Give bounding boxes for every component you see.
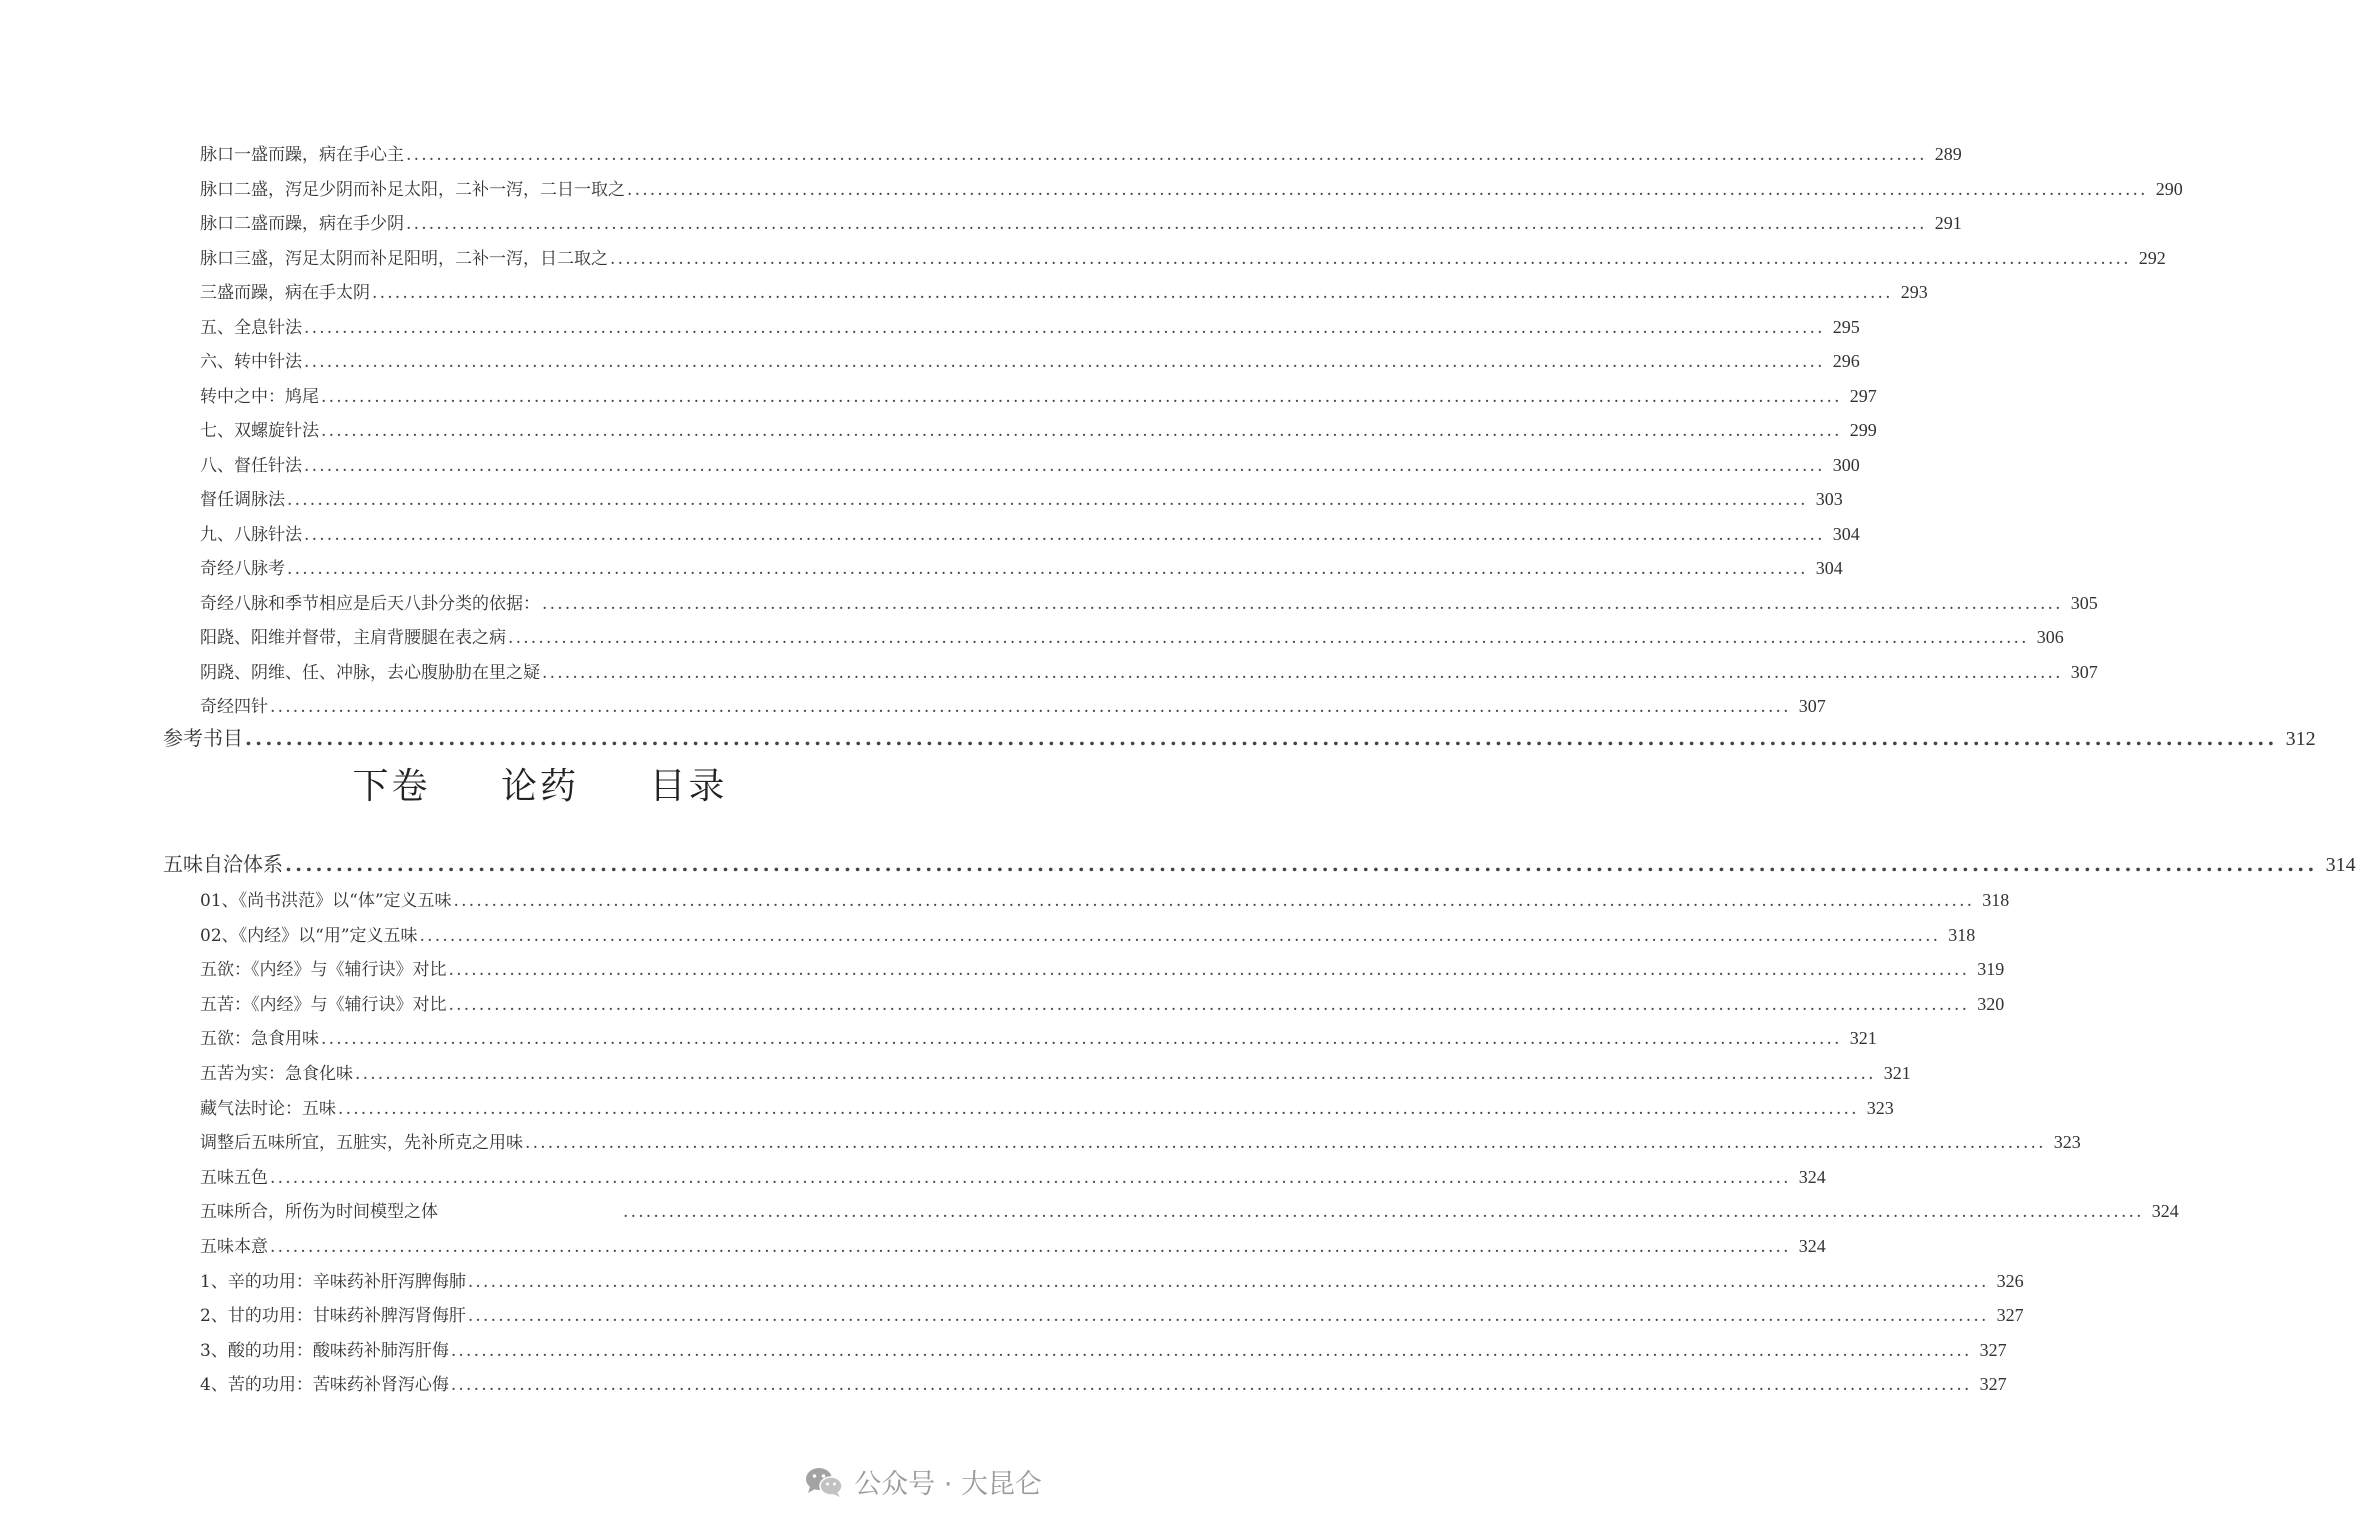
toc-entry-title: 七、双螺旋针法 [200, 421, 319, 441]
toc-leader-dots: ........................................................................................................................................................................................................ [338, 1099, 1859, 1119]
toc-entry [200, 313, 1860, 339]
heading-part-2: 论药 [500, 766, 579, 807]
toc-entry-page: 319 [1977, 959, 2005, 979]
toc-entry-page: 321 [1849, 1028, 1877, 1048]
toc-entry-page: 306 [2036, 627, 2064, 647]
toc-entry [200, 1370, 2007, 1396]
toc-entry-title: 六、转中针法 [200, 352, 302, 372]
toc-entry-title: 八、督任针法 [200, 456, 302, 476]
toc-entry [200, 658, 2098, 684]
section-heading [0, 758, 1080, 809]
toc-entry [200, 1232, 1826, 1258]
toc-entry [200, 244, 2166, 270]
toc-leader-dots: ........................................................................................................................................................................................................ [321, 1029, 1842, 1049]
heading-part-3: 目录 [649, 766, 728, 807]
toc-entry-title: 五味本意 [200, 1237, 268, 1257]
toc-entry-page: 324 [1798, 1167, 1826, 1187]
toc-entry-title: 阴跷、阴维、任、冲脉，去心腹胁肋在里之疑 [200, 663, 540, 683]
toc-entry-title: 督任调脉法 [200, 490, 285, 510]
toc-entry [200, 589, 2098, 615]
toc-leader-dots: ........................................................................................................................................................................................................ [467, 1306, 1989, 1326]
toc-entry-title: 九、八脉针法 [200, 525, 302, 545]
toc-leader-dots: ........................................................................................................................................................................................................ [304, 352, 1825, 372]
toc-leader-dots: ........................................................................................................................................................................................................ [304, 318, 1825, 338]
toc-leader-dots: ........................................................................................................................................................................................................ [355, 1064, 1876, 1084]
toc-entry-title: 五欲：急食用味 [200, 1029, 319, 1049]
toc-leader-dots: ........................................................................................................................................................................................................ [321, 387, 1842, 407]
toc-entry [200, 1128, 2081, 1154]
toc-entry-page: 327 [1979, 1340, 2007, 1360]
toc-entry [200, 1059, 1911, 1085]
toc-entry-page: 323 [1866, 1098, 1894, 1118]
toc-entry-page: 304 [1815, 558, 1843, 578]
toc-leader-dots: ........................................................................................................................................................................................................ [623, 1202, 2144, 1222]
toc-entry [200, 955, 2005, 981]
toc-entry-title: 1、辛的功用：辛味药补肝泻脾侮肺 [200, 1272, 466, 1292]
toc-entry-page: 326 [1996, 1271, 2024, 1291]
toc-entry [163, 848, 2356, 878]
toc-entry-title: 奇经八脉和季节相应是后天八卦分类的依据： [200, 594, 540, 614]
toc-entry [200, 520, 1860, 546]
toc-leader-dots: ........................................................................................................................................................................................................ [450, 1341, 1972, 1361]
toc-entry-title: 转中之中：鸠尾 [200, 387, 319, 407]
toc-leader-dots: ........................................................................................................................................................................................................ [542, 663, 2063, 683]
toc-entry-title: 01、《尚书洪范》以“体”定义五味 [200, 891, 452, 911]
toc-entry-page: 324 [2151, 1201, 2179, 1221]
toc-entry-page: 324 [1798, 1236, 1826, 1256]
toc-entry [200, 1301, 2024, 1327]
toc-leader-dots: ........................................................................................................................................................................................................ [321, 421, 1842, 441]
toc-leader-dots: ........................................................................................................................................................................................................ [419, 926, 1941, 946]
toc-entry-title: 调整后五味所宜，五脏实，先补所克之用味 [200, 1133, 523, 1153]
heading-part-1: 下卷 [352, 766, 431, 807]
toc-entry-page: 323 [2053, 1132, 2081, 1152]
toc-entry-page: 327 [1979, 1374, 2007, 1394]
toc-leader-dots: ........................................................................................................................................................................................................ [627, 180, 2148, 200]
toc-entry [200, 886, 2010, 912]
toc-entry-title: 五味五色 [200, 1168, 268, 1188]
toc-entry-title: 五欲：《内经》与《辅行诀》对比 [200, 960, 447, 980]
toc-entry [200, 1024, 1877, 1050]
toc-entry-page: 297 [1849, 386, 1877, 406]
toc-entry-title: 五味所合，所伤为时间模型之体 [200, 1202, 438, 1222]
toc-leader-dots: ........................................................................................................................................................................................................ [525, 1133, 2046, 1153]
toc-entry [200, 990, 2005, 1016]
toc-entry-page: 289 [1934, 144, 1962, 164]
toc-leader-dots: ........................................................................................................................................................................................................ [285, 852, 2318, 876]
toc-leader-dots: ........................................................................................................................................................................................................ [542, 594, 2063, 614]
toc-leader-dots: ........................................................................................................................................................................................................ [245, 726, 2278, 750]
toc-entry-title: 三盛而躁，病在手太阴 [200, 283, 370, 303]
toc-leader-dots: ........................................................................................................................................................................................................ [450, 1375, 1972, 1395]
toc-entry-title: 02、《内经》以“用”定义五味 [200, 926, 418, 946]
toc-entry-page: 327 [1996, 1305, 2024, 1325]
toc-leader-dots: ........................................................................................................................................................................................................ [270, 1168, 1791, 1188]
toc-entry-title: 五苦：《内经》与《辅行诀》对比 [200, 995, 447, 1015]
toc-leader-dots: ........................................................................................................................................................................................................ [287, 490, 1808, 510]
toc-entry-page: 307 [2070, 662, 2098, 682]
toc-entry [200, 451, 1860, 477]
toc-entry-title: 脉口二盛而躁，病在手少阴 [200, 214, 404, 234]
toc-entry-page: 321 [1883, 1063, 1911, 1083]
toc-entry [200, 347, 1860, 373]
toc-entry-page: 312 [2285, 728, 2316, 750]
toc-entry-title: 五、全息针法 [200, 318, 302, 338]
toc-leader-dots: ........................................................................................................................................................................................................ [304, 525, 1825, 545]
wechat-icon [804, 1465, 844, 1499]
toc-entry [200, 140, 1962, 166]
toc-leader-dots: ........................................................................................................................................................................................................ [372, 283, 1893, 303]
toc-entry-page: 290 [2155, 179, 2183, 199]
toc-entry-title: 藏气法时论：五味 [200, 1099, 336, 1119]
toc-leader-dots: ........................................................................................................................................................................................................ [610, 249, 2131, 269]
toc-entry-title: 2、甘的功用：甘味药补脾泻肾侮肝 [200, 1306, 466, 1326]
toc-entry [200, 692, 1826, 718]
watermark-text: 公众号 · 大昆仑 [854, 1469, 1042, 1500]
toc-entry [200, 1163, 1826, 1189]
toc-entry-page: 293 [1900, 282, 1928, 302]
toc-leader-dots: ........................................................................................................................................................................................................ [270, 1237, 1791, 1257]
toc-entry-page: 314 [2325, 854, 2356, 876]
toc-entry-page: 296 [1832, 351, 1860, 371]
toc-entry-page: 299 [1849, 420, 1877, 440]
toc-entry-title: 奇经八脉考 [200, 559, 285, 579]
toc-entry-page: 320 [1977, 994, 2005, 1014]
toc-entry-page: 318 [1982, 890, 2010, 910]
watermark [804, 1462, 1042, 1501]
toc-entry-title: 参考书目 [163, 726, 243, 750]
toc-entry [200, 1197, 2179, 1223]
toc-entry-title: 五味自洽体系 [163, 852, 283, 876]
toc-entry [200, 278, 1928, 304]
toc-entry-page: 300 [1832, 455, 1860, 475]
toc-leader-dots: ........................................................................................................................................................................................................ [304, 456, 1825, 476]
toc-leader-dots: ........................................................................................................................................................................................................ [508, 628, 2029, 648]
toc-entry [200, 1094, 1894, 1120]
toc-entry-title: 五苦为实：急食化味 [200, 1064, 353, 1084]
toc-entry [200, 209, 1962, 235]
toc-entry [200, 175, 2183, 201]
toc-entry-title: 脉口三盛，泻足太阴而补足阳明，二补一泻，日二取之 [200, 249, 608, 269]
toc-entry [200, 921, 1976, 947]
toc-entry-title: 阳跷、阳维并督带，主肩背腰腿在表之病 [200, 628, 506, 648]
toc-entry [200, 1336, 2007, 1362]
toc-entry [200, 1267, 2024, 1293]
toc-entry [200, 485, 1843, 511]
toc-entry-page: 295 [1832, 317, 1860, 337]
toc-entry-title: 奇经四针 [200, 697, 268, 717]
toc-leader-dots: ........................................................................................................................................................................................................ [448, 960, 1970, 980]
toc-entry-page: 304 [1832, 524, 1860, 544]
toc-entry-title: 脉口一盛而躁，病在手心主 [200, 145, 404, 165]
toc-leader-dots: ........................................................................................................................................................................................................ [287, 559, 1808, 579]
toc-leader-dots: ........................................................................................................................................................................................................ [453, 891, 1975, 911]
toc-entry-page: 318 [1948, 925, 1976, 945]
toc-leader-dots: ........................................................................................................................................................................................................ [467, 1272, 1989, 1292]
toc-entry [200, 554, 1843, 580]
toc-leader-dots: ........................................................................................................................................................................................................ [406, 145, 1927, 165]
toc-entry-title: 3、酸的功用：酸味药补肺泻肝侮 [200, 1341, 449, 1361]
toc-entry-title: 脉口二盛，泻足少阴而补足太阳，二补一泻，二日一取之 [200, 180, 625, 200]
toc-entry [163, 722, 2316, 752]
toc-entry-page: 292 [2138, 248, 2166, 268]
toc-leader-dots: ........................................................................................................................................................................................................ [406, 214, 1927, 234]
toc-entry [200, 382, 1877, 408]
toc-entry-page: 291 [1934, 213, 1962, 233]
toc-entry-page: 307 [1798, 696, 1826, 716]
toc-leader-dots: ........................................................................................................................................................................................................ [270, 697, 1791, 717]
toc-entry [200, 416, 1877, 442]
toc-entry-page: 305 [2070, 593, 2098, 613]
toc-entry-page: 303 [1815, 489, 1843, 509]
toc-leader-dots: ........................................................................................................................................................................................................ [448, 995, 1970, 1015]
toc-entry-title: 4、苦的功用：苦味药补肾泻心侮 [200, 1375, 449, 1395]
toc-entry [200, 623, 2064, 649]
